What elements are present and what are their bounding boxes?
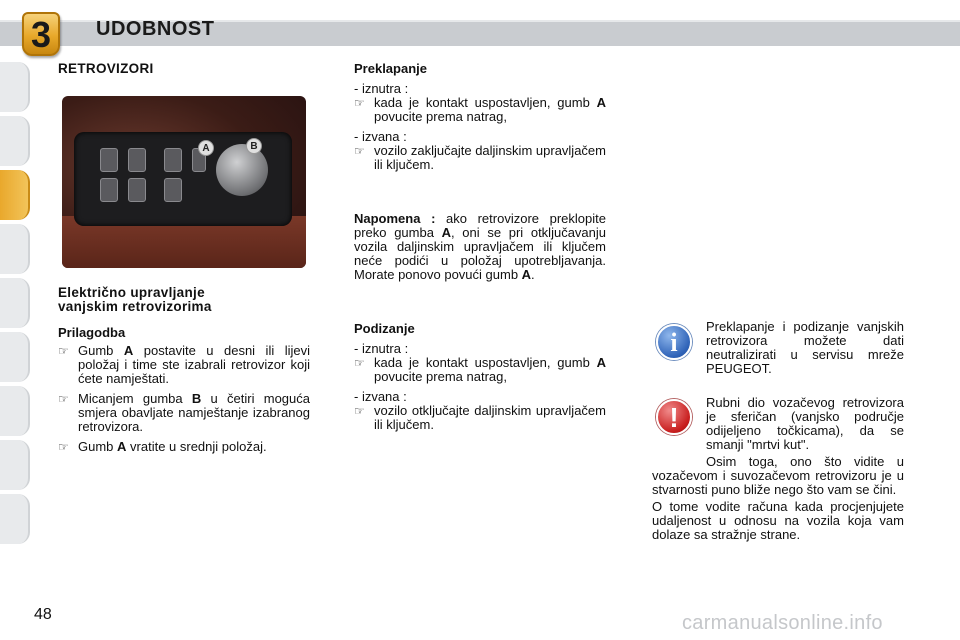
- hand-pointer-icon: ☞: [354, 356, 365, 370]
- window-switch: [128, 148, 146, 172]
- note-paragraph: [354, 212, 606, 282]
- hand-pointer-icon: ☞: [354, 96, 365, 110]
- chapter-title: UDOBNOST: [96, 18, 215, 40]
- hand-pointer-icon: ☞: [58, 344, 69, 358]
- inside-label: - iznutra :: [354, 81, 409, 96]
- outside-label: - izvana :: [354, 129, 407, 144]
- bullet-text: kada je kontakt uspostavljen, gumb: [374, 355, 597, 370]
- middle-column: [354, 62, 606, 432]
- subtitle-line: Električno upravljanje: [58, 285, 205, 300]
- warning-note: [652, 396, 904, 542]
- prilagodba-heading: Prilagodba: [58, 325, 126, 340]
- window-switch: [100, 178, 118, 202]
- key-letter: A: [441, 225, 452, 240]
- bullet-text: postavite u desni ili lijevi položaj i time ste izabrali retrovizor koji ćete namještati.: [78, 343, 310, 386]
- info-note: Preklapanje i podizanje vanjskih retrovizora možete dati neutralizirati u servisu mreže PEUGEOT.: [706, 319, 904, 376]
- window-switch: [128, 178, 146, 202]
- chapter-tab[interactable]: [0, 62, 30, 112]
- preklapanje-heading: Preklapanje: [354, 61, 427, 76]
- exclamation-icon: !: [656, 399, 692, 435]
- window-switch: [164, 148, 182, 172]
- chapter-tab-active[interactable]: [0, 170, 30, 220]
- bullet-item: [354, 144, 606, 172]
- bullet-text: vozilo otključajte daljinskim upravljačem ili ključem.: [374, 403, 606, 432]
- podizanje-heading: Podizanje: [354, 321, 415, 336]
- hand-pointer-icon: ☞: [58, 440, 69, 454]
- note-text: .: [531, 267, 535, 282]
- key-letter: A: [123, 343, 134, 358]
- inside-label: - iznutra :: [354, 341, 409, 356]
- bullet-text: povucite prema natrag,: [374, 369, 507, 384]
- chapter-number: 3: [30, 14, 52, 55]
- bullet-item: [58, 440, 310, 454]
- chapter-tab[interactable]: [0, 224, 30, 274]
- chapter-tab[interactable]: [0, 278, 30, 328]
- key-letter: A: [596, 355, 606, 370]
- chapter-header: [0, 0, 960, 62]
- warning-text: Osim toga, ono što vidite u vozačevom i suvozačevom retrovizoru je u stvarnosti puno bliže nego što vam se čini.: [652, 454, 904, 497]
- chapter-tab[interactable]: [0, 386, 30, 436]
- warning-text: O tome vodite računa kada procjenjujete udaljenost u odnosu na vozila koja vam dolaze sa stražnje strane.: [652, 499, 904, 542]
- left-column: [58, 62, 310, 76]
- info-icon: i: [656, 324, 692, 360]
- key-letter: A: [521, 267, 532, 282]
- bullet-text: vozilo zaključajte daljinskim upravljačem ili ključem.: [374, 143, 606, 172]
- note-text: ako retrovizore preklopite preko gumba: [354, 211, 606, 240]
- window-switch: [100, 148, 118, 172]
- bullet-text: vratite u srednji položaj.: [126, 439, 267, 454]
- hand-pointer-icon: ☞: [354, 144, 365, 158]
- bullet-item: [354, 96, 606, 124]
- key-letter: B: [191, 391, 202, 406]
- mirror-control-photo: [62, 96, 306, 268]
- photo-label-a: A: [198, 140, 214, 156]
- key-letter: A: [596, 95, 606, 110]
- chapter-badge: [22, 12, 60, 56]
- bullet-item: [58, 344, 310, 386]
- subtitle-line: vanjskim retrovizorima: [58, 299, 212, 314]
- bullet-text: Micanjem gumba: [78, 391, 192, 406]
- bullet-text: kada je kontakt uspostavljen, gumb: [374, 95, 597, 110]
- bullet-item: [58, 392, 310, 434]
- watermark: carmanualsonline.info: [682, 612, 883, 634]
- bullet-text: u četiri moguća smjera obavljate namještanje izabranog retrovizora.: [78, 391, 310, 434]
- bullet-text: Gumb: [78, 343, 124, 358]
- warning-text: Rubni dio vozačevog retrovizora je sferičan (vanjsko područje odijeljeno točkicama), da se smanji "mrtvi kut".: [706, 395, 904, 452]
- bullet-text: Gumb: [78, 439, 118, 454]
- mirror-adjust-knob: [216, 144, 268, 196]
- chapter-tab[interactable]: [0, 332, 30, 382]
- chapter-tab[interactable]: [0, 116, 30, 166]
- note-text: , oni se pri otključavanju vozila daljinskim upravljačem ili ključem neće podići u položaj upotrebljavanja. Morate ponovo povući gumb: [354, 225, 606, 282]
- chapter-tab[interactable]: [0, 440, 30, 490]
- hand-pointer-icon: ☞: [354, 404, 365, 418]
- hand-pointer-icon: ☞: [58, 392, 69, 406]
- chapter-tab[interactable]: [0, 494, 30, 544]
- left-text: [58, 286, 310, 454]
- chapter-tab-rail: [0, 62, 34, 582]
- subsection-title: [58, 286, 310, 314]
- bullet-item: [354, 356, 606, 384]
- note-label: Napomena :: [354, 211, 436, 226]
- window-switch: [164, 178, 182, 202]
- section-title: RETROVIZORI: [58, 61, 154, 76]
- bullet-item: [354, 404, 606, 432]
- outside-label: - izvana :: [354, 389, 407, 404]
- photo-label-b: B: [246, 138, 262, 154]
- bullet-text: povucite prema natrag,: [374, 109, 507, 124]
- key-letter: A: [117, 439, 127, 454]
- page-number: 48: [34, 606, 52, 623]
